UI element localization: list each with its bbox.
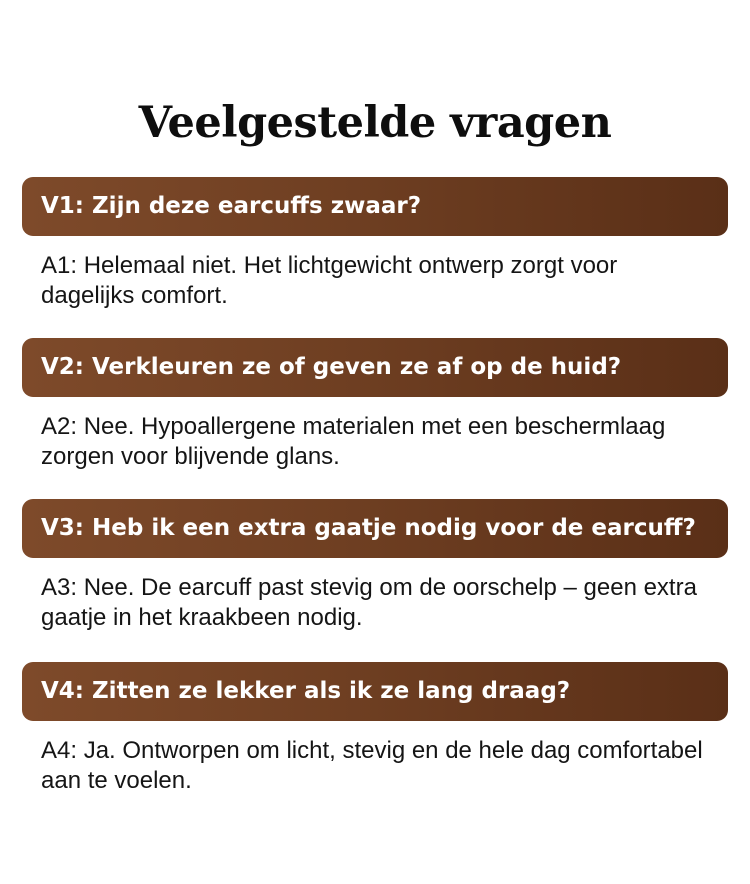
faq-question-2[interactable]: V2: Verkleuren ze of geven ze af op de huid? [22, 338, 728, 397]
faq-answer-3: A3: Nee. De earcuff past stevig om de oorschelp – geen extra gaatje in het kraakbeen nodig. [41, 574, 697, 631]
faq-list [22, 177, 728, 823]
faq-item-3 [22, 499, 728, 662]
faq-item-1 [22, 177, 728, 338]
faq-question-4[interactable]: V4: Zitten ze lekker als ik ze lang draag? [22, 662, 728, 721]
page-title: Veelgestelde vragen [138, 98, 612, 148]
faq-question-1[interactable]: V1: Zijn deze earcuffs zwaar? [22, 177, 728, 236]
faq-answer-2: A2: Nee. Hypoallergene materialen met een beschermlaag zorgen voor blijvende glans. [41, 413, 666, 470]
faq-answer-4: A4: Ja. Ontworpen om licht, stevig en de hele dag comfortabel aan te voelen. [41, 737, 703, 794]
faq-item-4 [22, 662, 728, 823]
faq-item-2 [22, 338, 728, 499]
faq-question-3[interactable]: V3: Heb ik een extra gaatje nodig voor de earcuff? [22, 499, 728, 558]
faq-answer-1: A1: Helemaal niet. Het lichtgewicht ontwerp zorgt voor dagelijks comfort. [41, 252, 618, 309]
